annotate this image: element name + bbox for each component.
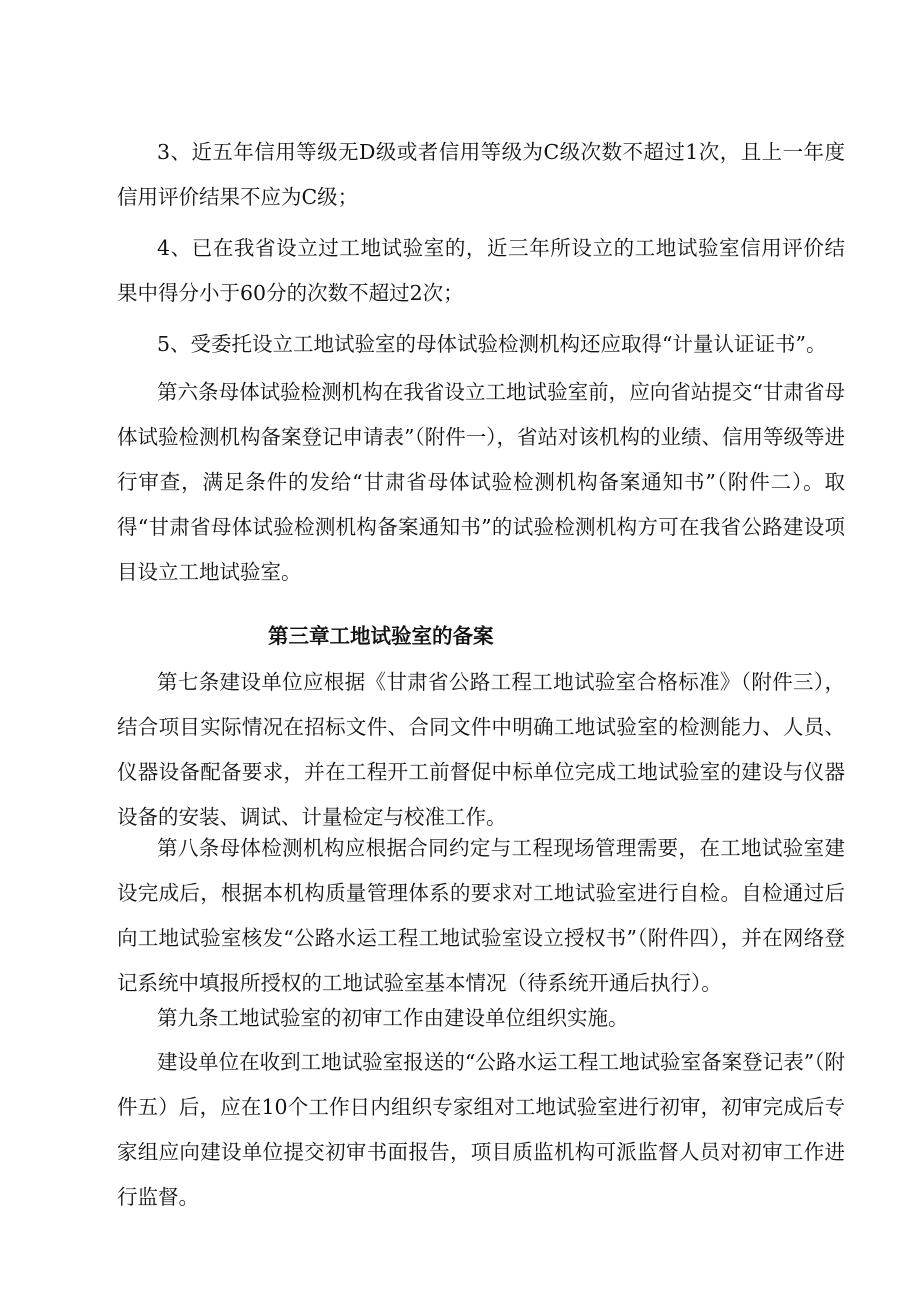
- paragraph-article-8: 第八条母体检测机构应根据合同约定与工程现场管理需要，在工地试验室建设完成后，根据本机构质量管理体系的要求对工地试验室进行自检。自检通过后向工地试验室核发“公路水运工程工地试验室设立授权书”（附件四），并在网络登记系统中填报所授权的工地试验室基本情况（待系统开通后执行）。: [117, 836, 845, 995]
- paragraph-item-4: 4、已在我省设立过工地试验室的，近三年所设立的工地试验室信用评价结果中得分小于60分的次数不超过2次；: [117, 236, 845, 305]
- paragraph-article-6: 第六条母体试验检测机构在我省设立工地试验室前，应向省站提交“甘肃省母体试验检测机构备案登记申请表”（附件一），省站对该机构的业绩、信用等级等进行审查，满足条件的发给“甘肃省母体试验检测机构备案通知书”（附件二）。取得“甘肃省母体试验检测机构备案通知书”的试验检测机构方可在我省公路建设项目设立工地试验室。: [117, 380, 845, 584]
- paragraph-initial-review: 建设单位在收到工地试验室报送的“公路水运工程工地试验室备案登记表”（附件五）后，应在10个工作日内组织专家组对工地试验室进行初审，初审完成后专家组应向建设单位提交初审书面报告，项目质监机构可派监督人员对初审工作进行监督。: [117, 1050, 845, 1209]
- paragraph-article-7: 第七条建设单位应根据《甘肃省公路工程工地试验室合格标准》（附件三），结合项目实际情况在招标文件、合同文件中明确工地试验室的检测能力、人员、仪器设备配备要求，并在工程开工前督促中标单位完成工地试验室的建设与仪器设备的安装、调试、计量检定与校准工作。: [117, 670, 845, 829]
- paragraph-item-3: 3、近五年信用等级无D级或者信用等级为C级次数不超过1次，且上一年度信用评价结果不应为C级；: [117, 140, 845, 209]
- chapter-heading: 第三章工地试验室的备案: [268, 624, 494, 648]
- paragraph-article-9: 第九条工地试验室的初审工作由建设单位组织实施。: [157, 1006, 629, 1030]
- paragraph-item-5: 5、受委托设立工地试验室的母体试验检测机构还应取得“计量认证证书”。: [157, 332, 827, 356]
